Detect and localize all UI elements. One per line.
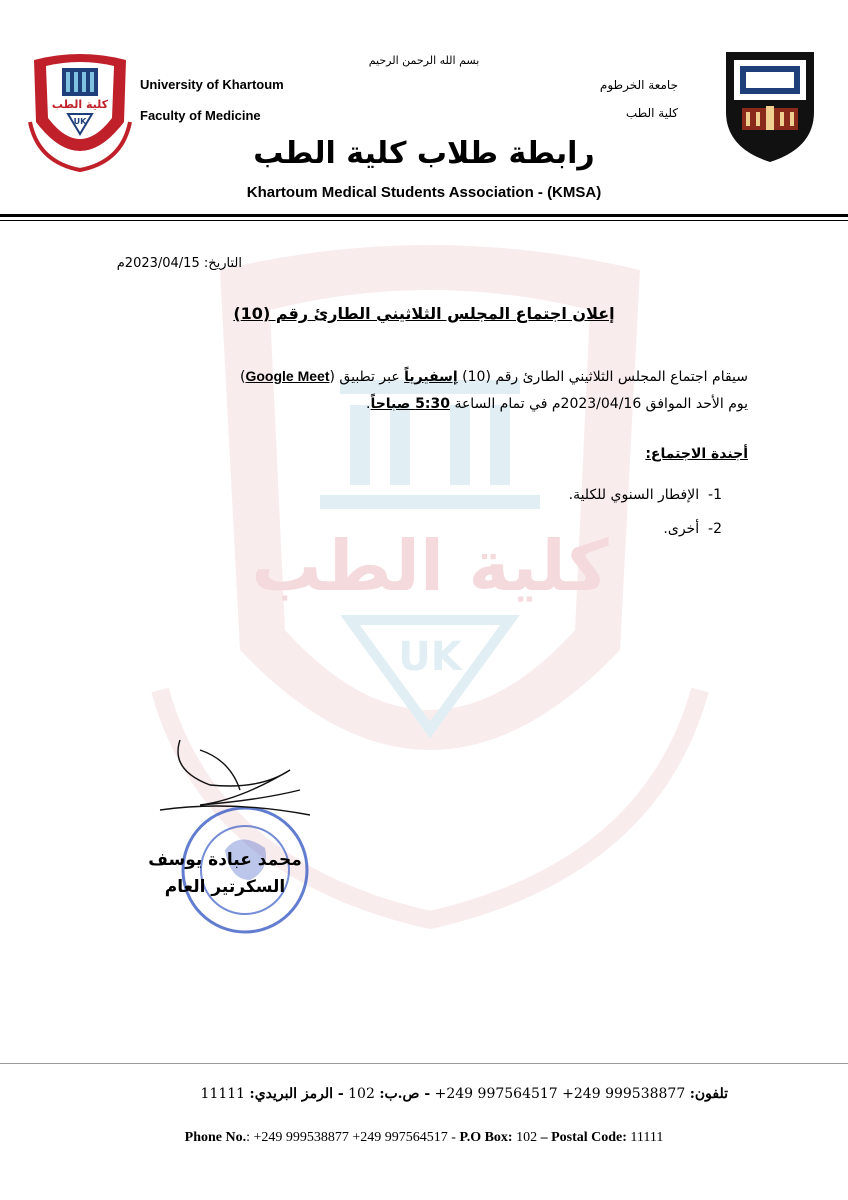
- university-name-en: University of Khartoum: [140, 77, 284, 92]
- date-value: 2023/04/15م: [116, 256, 200, 271]
- association-title-ar: رابطة طلاب كلية الطب: [253, 136, 595, 171]
- footer-contact-ar: تلفون: 999538877 249+ 997564517 249+ - ص.ب: 102 - الرمز البريدي: 11111: [200, 1086, 728, 1102]
- bismillah: بسم الله الرحمن الرحيم: [368, 54, 480, 67]
- university-name-ar: جامعة الخرطوم: [599, 78, 678, 92]
- handwritten-signature: [160, 740, 310, 815]
- association-title-en: Khartoum Medical Students Association - (KMSA): [246, 184, 602, 201]
- date-label: التاريخ:: [203, 256, 242, 271]
- announcement-line-2: يوم الأحد الموافق 2023/04/16م في تمام الساعة 5:30 صباحاً.: [365, 396, 748, 412]
- agenda-item: 2- أخرى.: [663, 521, 722, 537]
- faculty-name-en: Faculty of Medicine: [140, 108, 261, 123]
- agenda-item: 1- الإفطار السنوي للكلية.: [568, 487, 722, 503]
- faculty-name-ar: كلية الطب: [625, 106, 678, 120]
- announcement-line-1: سيقام اجتماع المجلس الثلاثيني الطارئ رقم (10) إسفيرياً عبر تطبيق (Google Meet): [240, 368, 748, 385]
- svg-text:UK: UK: [73, 117, 87, 126]
- footer-divider: [0, 1063, 848, 1064]
- meeting-time: 5:30 صباحاً: [370, 396, 450, 412]
- signatory-title: السكرتير العام: [164, 877, 286, 897]
- svg-text:كلية الطب: كلية الطب: [251, 525, 609, 607]
- header-divider-thin: [0, 220, 848, 221]
- announcement-title: إعلان اجتماع المجلس الثلاثيني الطارئ رقم (10): [233, 304, 615, 323]
- agenda-title: أجندة الاجتماع:: [645, 446, 748, 462]
- footer-contact-en: Phone No.: +249 999538877 +249 997564517 - P.O Box: 102 – Postal Code: 11111: [184, 1130, 664, 1145]
- signatory-name: محمد عبادة يوسف: [148, 850, 302, 870]
- signature-and-stamp: [140, 730, 320, 940]
- document-date: [117, 256, 242, 271]
- online-emphasis: إسفيرياً: [404, 369, 458, 385]
- logo-arabic-text: كلية الطب: [51, 98, 109, 111]
- svg-text:UK: UK: [398, 634, 462, 680]
- google-meet-label: Google Meet: [245, 368, 330, 384]
- header-divider-thick: [0, 214, 848, 217]
